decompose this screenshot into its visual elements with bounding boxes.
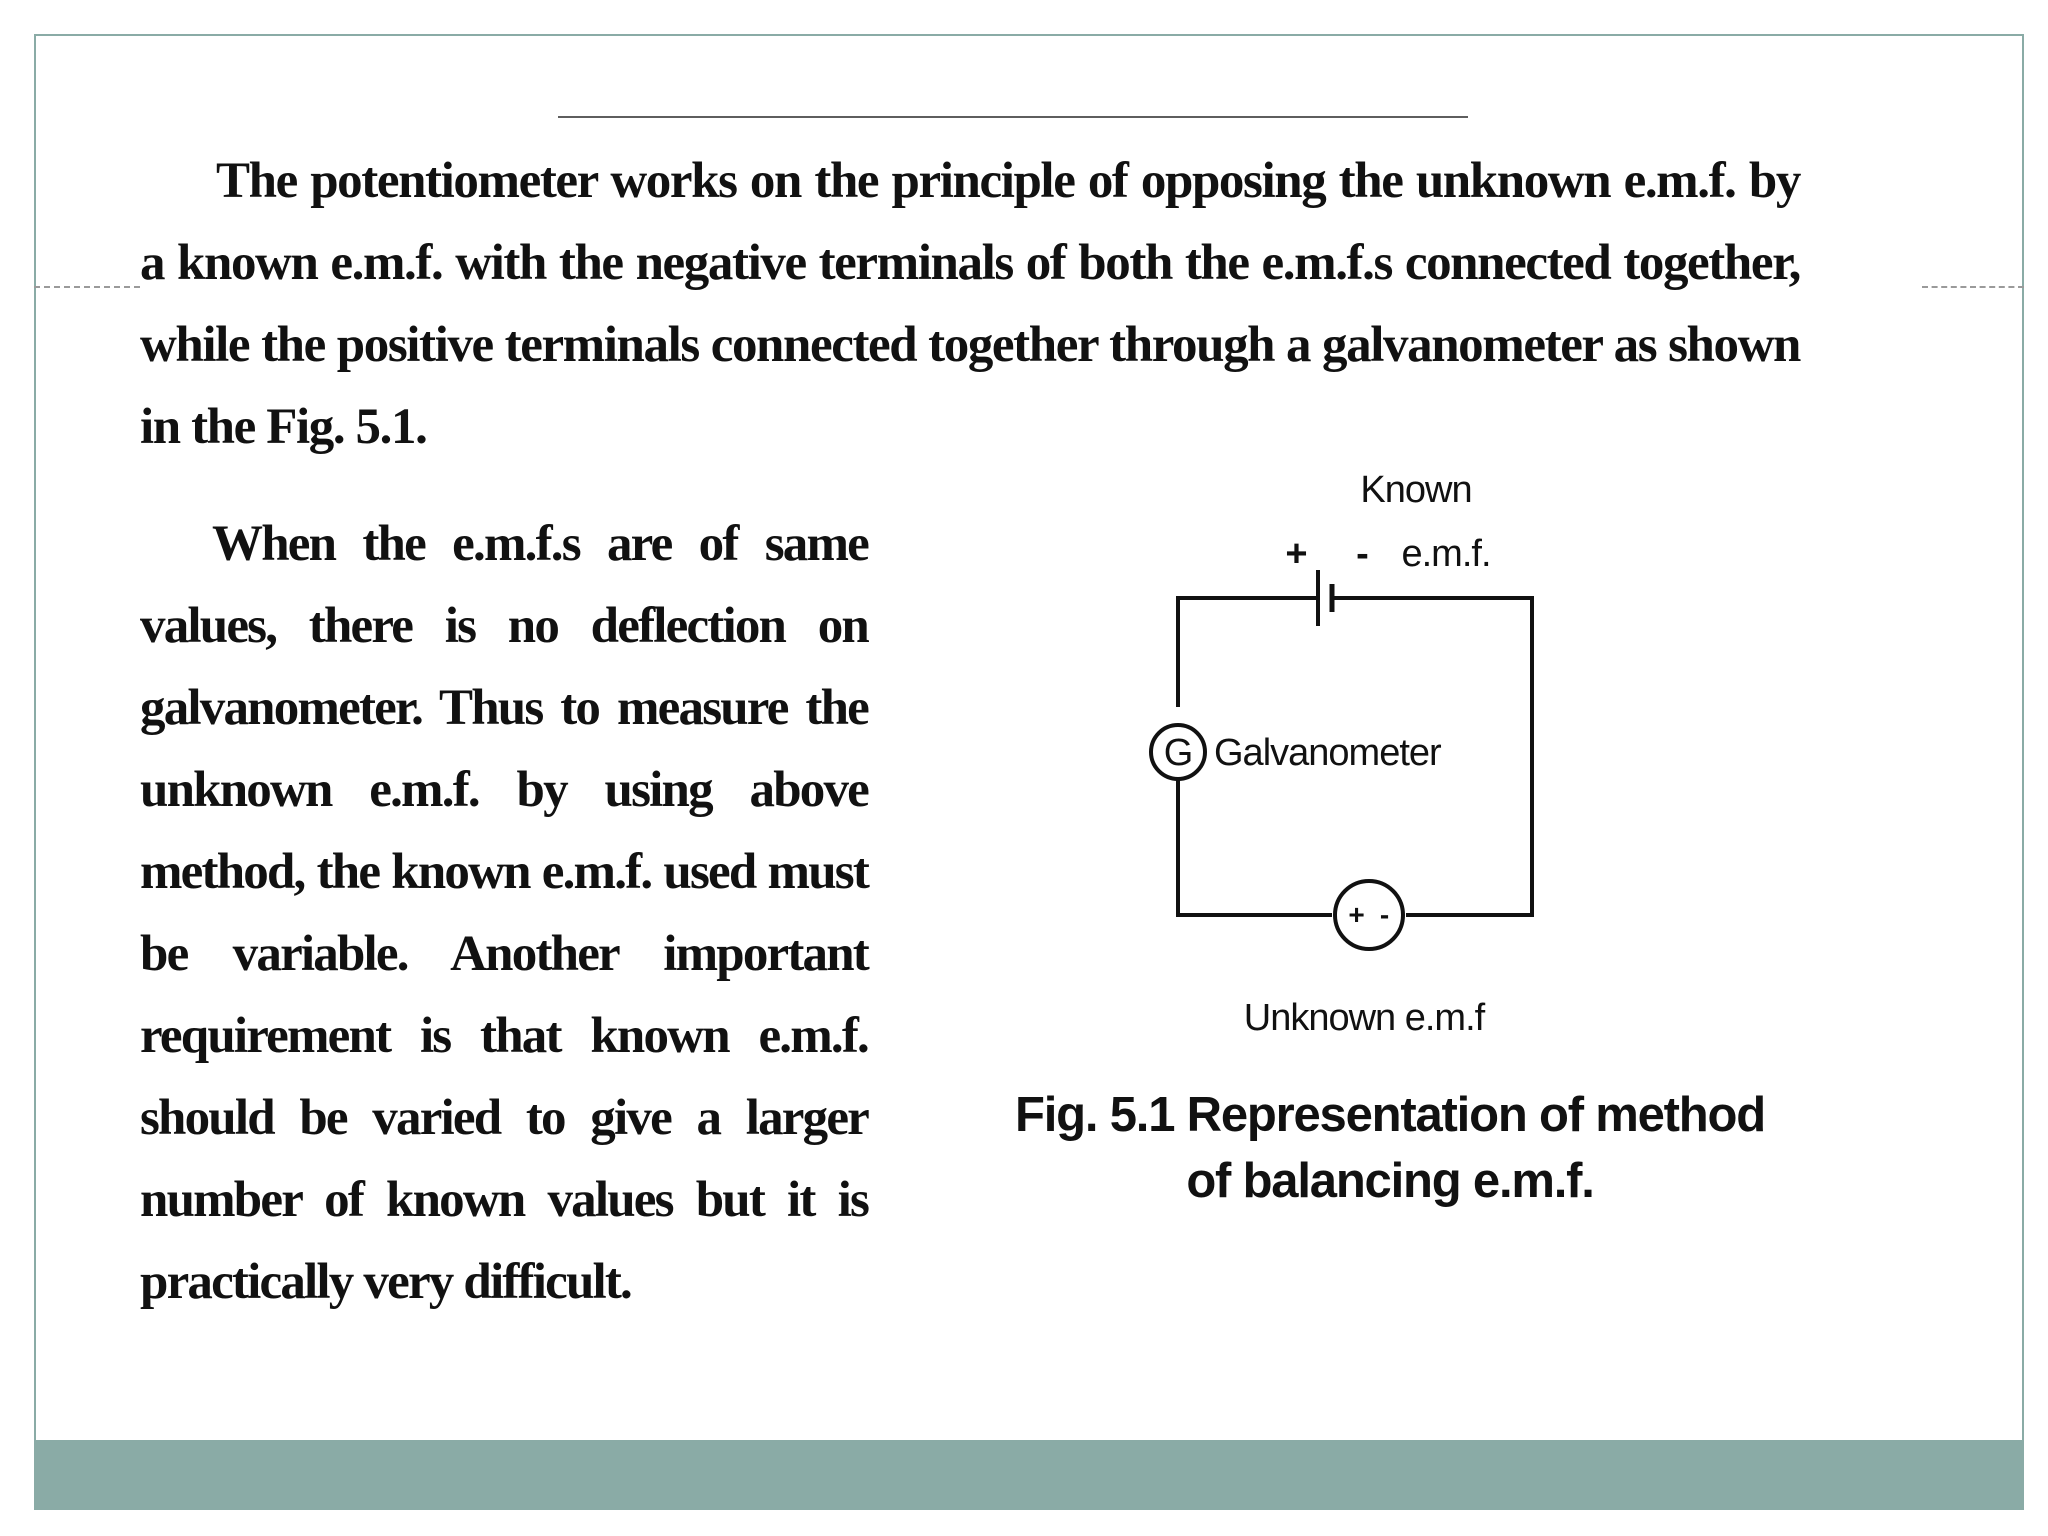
galvanometer-label: Galvanometer: [1214, 732, 1441, 774]
emf-label: e.m.f.: [1401, 533, 1491, 575]
circuit-diagram: [1000, 462, 1800, 1082]
right-dashed-divider: [1922, 286, 2024, 288]
unknown-emf-label: Unknown e.m.f: [1243, 997, 1485, 1039]
figure-caption: Fig. 5.1 Representation of method of balancing e.m.f.: [1015, 1088, 1765, 1208]
title-rule: [558, 116, 1468, 118]
galvanometer-symbol: G: [1163, 732, 1193, 774]
body-paragraph: When the e.m.f.s are of same values, there is no deflection on galvanometer. Thus to measure the unknown e.m.f. by using above method, the known e.m.f. used must be variable. Another important requirement is that known e.m.f. should be varied to give a larger number of known values but it is practically very difficult.: [140, 516, 868, 1310]
unknown-emf-circle: [1335, 881, 1403, 949]
intro-paragraph: The potentiometer works on the principle of opposing the unknown e.m.f. by a known e.m.f. with the negative terminals of both the e.m.f.s connected together, while the positive terminals connected together through a galvanometer as shown in the Fig. 5.1.: [140, 153, 1800, 455]
known-label: Known: [1360, 469, 1472, 511]
left-dashed-divider: [34, 286, 140, 288]
footer-band: [34, 1440, 2024, 1510]
battery-minus-sign: -: [1356, 533, 1368, 575]
battery-plus-sign: +: [1285, 533, 1307, 575]
unknown-emf-minus: -: [1379, 899, 1389, 930]
unknown-emf-plus: +: [1348, 899, 1364, 930]
